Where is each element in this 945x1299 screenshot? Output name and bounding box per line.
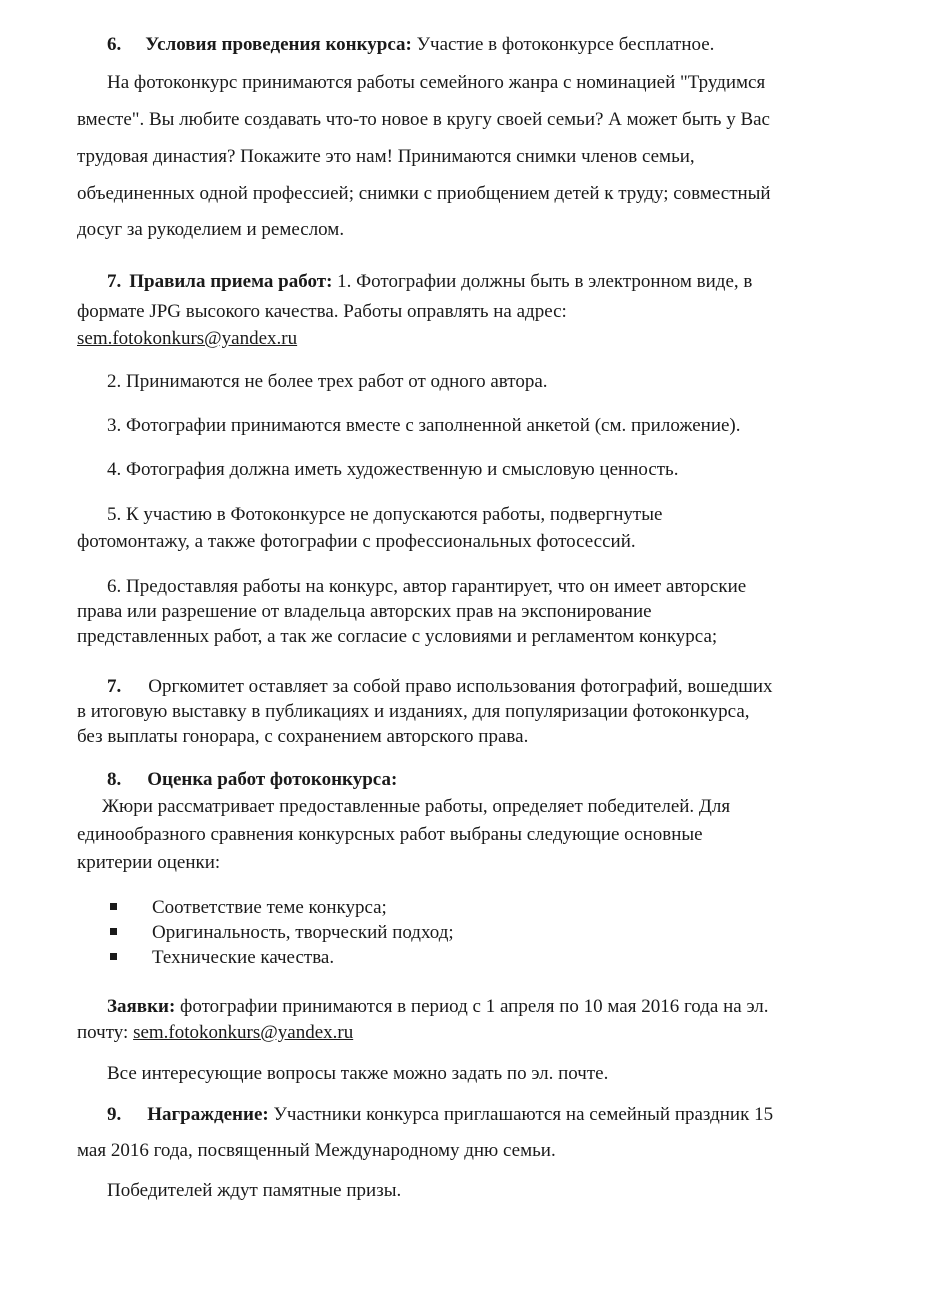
criteria-item: Оригинальность, творческий подход;	[152, 922, 454, 943]
section-6-paragraph-line: трудовая династия? Покажите это нам! Принимаются снимки членов семьи,	[77, 146, 695, 167]
section-6-paragraph-line: вместе". Вы любите создавать что-то новое в кругу своей семьи? А может быть у Вас	[77, 109, 770, 130]
rule-3: 3. Фотографии принимаются вместе с заполненной анкетой (см. приложение).	[107, 415, 741, 436]
section-6-paragraph-line: На фотоконкурс принимаются работы семейного жанра с номинацией "Трудимся	[107, 72, 766, 93]
rule-5-line: 5. К участию в Фотоконкурсе не допускаются работы, подвергнутые	[107, 504, 663, 525]
section-7-heading	[107, 270, 752, 294]
email-link[interactable]: sem.fotokonkurs@yandex.ru	[77, 328, 298, 349]
bullet-marker	[110, 903, 117, 910]
section-8-number: 8.	[107, 769, 122, 790]
rule-6-line: 6. Предоставляя работы на конкурс, автор гарантирует, что он имеет авторские	[107, 576, 747, 597]
section-9-title: Награждение:	[147, 1104, 269, 1125]
rule-6-line: представленных работ, а так же согласие с условиями и регламентом конкурса;	[77, 626, 718, 647]
rule-7-line: в итоговую выставку в публикациях и изданиях, для популяризации фотоконкурса,	[77, 701, 750, 722]
section-9-line: мая 2016 года, посвященный Международному дню семьи.	[77, 1140, 556, 1161]
rule-2: 2. Принимаются не более трех работ от одного автора.	[107, 371, 548, 392]
section-8-heading	[107, 768, 397, 792]
section-6-paragraph-line: объединенных одной профессией; снимки с приобщением детей к труду; совместный	[77, 183, 771, 204]
section-6-number: 6.	[107, 34, 122, 55]
section-9-heading	[107, 1103, 773, 1127]
applications-line	[77, 1021, 353, 1045]
rule-6-line: права или разрешение от владельца авторских прав на экспонирование	[77, 601, 652, 622]
applications-line	[107, 995, 768, 1019]
section-8-paragraph-line: единообразного сравнения конкурсных работ выбраны следующие основные	[77, 824, 703, 845]
section-8-title: Оценка работ фотоконкурса:	[147, 769, 398, 790]
section-7-number: 7.	[107, 271, 122, 292]
section-6-intro: Участие в фотоконкурсе бесплатное.	[411, 34, 715, 55]
rule-7-text: Оргкомитет оставляет за собой право использования фотографий, вошедших	[148, 676, 773, 697]
rule-7-line: без выплаты гонорара, с сохранением авторского права.	[77, 726, 529, 747]
criteria-item: Соответствие теме конкурса;	[152, 897, 387, 918]
bullet-marker	[110, 928, 117, 935]
section-7-title: Правила приема работ:	[129, 271, 333, 292]
section-9-number: 9.	[107, 1104, 122, 1125]
questions-note: Все интересующие вопросы также можно задать по эл. почте.	[107, 1063, 609, 1084]
section-8-paragraph-line: критерии оценки:	[77, 852, 221, 873]
rule-1-line: формате JPG высокого качества. Работы оправлять на адрес:	[77, 301, 567, 322]
rule-7-number: 7.	[107, 676, 122, 697]
applications-text: фотографии принимаются в период с 1 апреля по 10 мая 2016 года на эл.	[175, 996, 769, 1017]
applications-email-prefix: почту:	[77, 1022, 134, 1043]
rule-4: 4. Фотография должна иметь художественную и смысловую ценность.	[107, 459, 679, 480]
section-9-text: Участники конкурса приглашаются на семейный праздник 15	[268, 1104, 774, 1125]
section-8-paragraph-line: Жюри рассматривает предоставленные работы, определяет победителей. Для	[102, 796, 731, 817]
rule-7-line	[107, 675, 773, 699]
email-link[interactable]: sem.fotokonkurs@yandex.ru	[133, 1022, 354, 1043]
rule-1-text: 1. Фотографии должны быть в электронном виде, в	[332, 271, 753, 292]
rule-5-line: фотомонтажу, а также фотографии с профессиональных фотосессий.	[77, 531, 636, 552]
section-6-heading	[107, 33, 714, 57]
section-6-paragraph-line: досуг за рукоделием и ремеслом.	[77, 219, 345, 240]
criteria-item: Технические качества.	[152, 947, 335, 968]
applications-label: Заявки:	[107, 996, 176, 1017]
prizes-note: Победителей ждут памятные призы.	[107, 1180, 402, 1201]
bullet-marker	[110, 953, 117, 960]
section-6-title: Условия проведения конкурса:	[145, 34, 412, 55]
